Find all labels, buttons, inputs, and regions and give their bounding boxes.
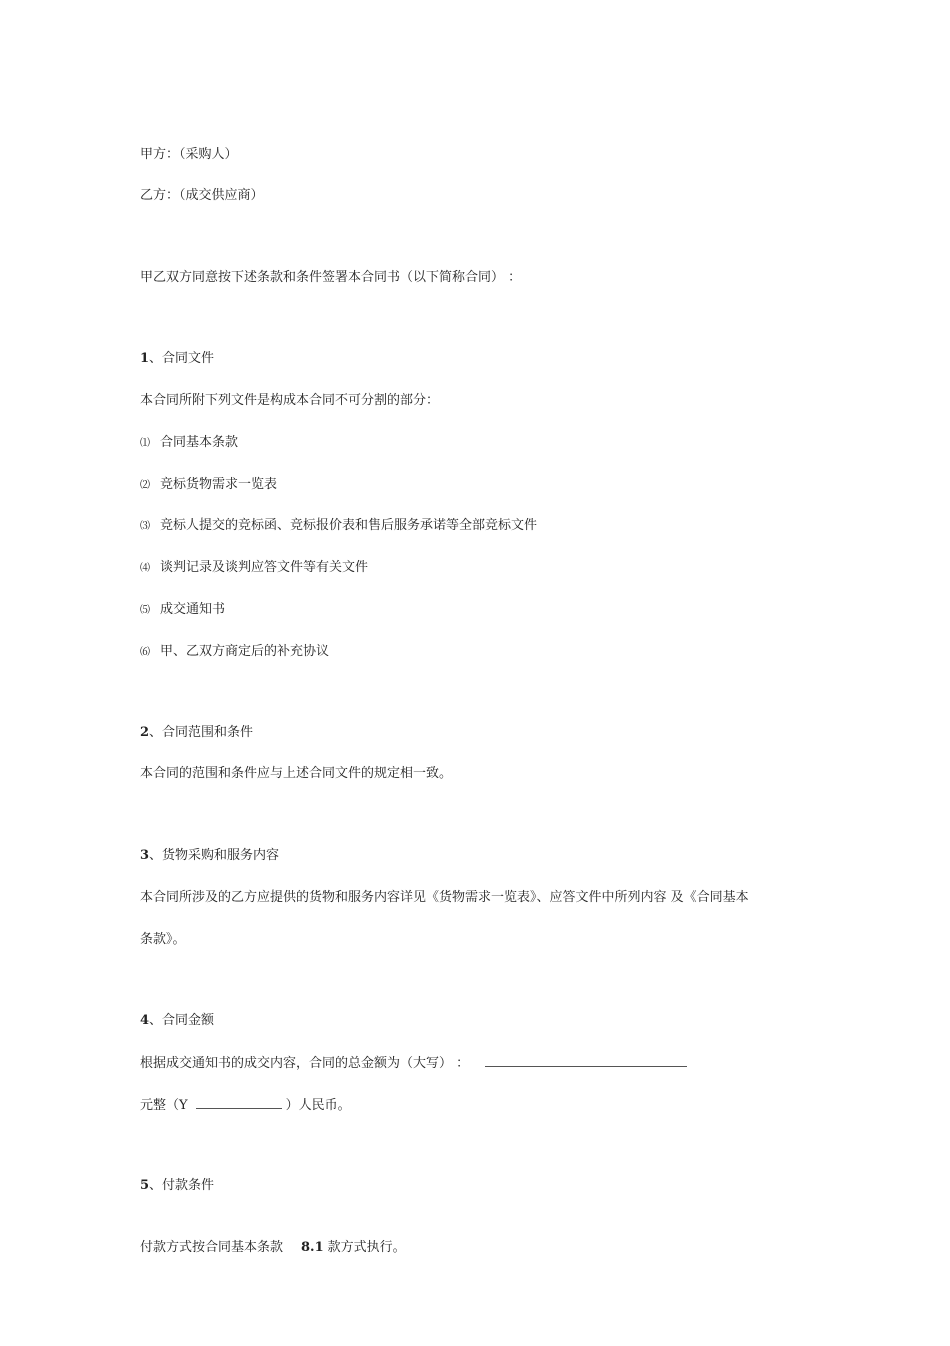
section-2-heading — [140, 725, 253, 741]
section-1-number: 1 — [140, 351, 150, 366]
section-4-number: 4 — [140, 1013, 150, 1028]
list-item-text: 谈判记录及谈判应答文件等有关文件 — [160, 560, 369, 575]
section-1-intro: 本合同所附下列文件是构成本合同不可分割的部分： — [140, 393, 440, 408]
list-item-text: 成交通知书 — [160, 602, 226, 617]
section-5-body — [140, 1240, 406, 1256]
yuan-suffix: ）人民币。 — [285, 1098, 351, 1113]
section-5-heading — [140, 1178, 214, 1194]
section-3-body-line-2: 条款》。 — [140, 932, 186, 947]
list-item — [140, 477, 277, 494]
section-3-heading — [140, 848, 279, 864]
payment-text-suffix: 款方式执行。 — [327, 1240, 406, 1255]
list-item-number: ⑹ — [140, 647, 150, 658]
section-1-title: 、合同文件 — [149, 351, 215, 366]
party-a-line: 甲方：（采购人） — [140, 147, 238, 162]
list-item-number: ⑶ — [140, 521, 150, 532]
payment-clause-number: 8.1 — [301, 1240, 324, 1255]
amount-words-blank — [485, 1054, 687, 1067]
list-item-text: 竞标人提交的竞标函、竞标报价表和售后服务承诺等全部竞标文件 — [160, 518, 538, 533]
section-3-title: 、货物采购和服务内容 — [149, 848, 280, 863]
amount-figure-line — [140, 1096, 351, 1114]
party-b-line: 乙方：（成交供应商） — [140, 188, 264, 203]
amount-figure-blank — [196, 1096, 282, 1109]
section-4-title: 、合同金额 — [149, 1013, 215, 1028]
payment-text-prefix: 付款方式按合同基本条款 — [140, 1240, 284, 1255]
list-item-text: 竞标货物需求一览表 — [160, 477, 278, 492]
section-2-title: 、合同范围和条件 — [149, 725, 254, 740]
list-item — [140, 435, 238, 452]
section-2-number: 2 — [140, 725, 150, 740]
section-5-title: 、付款条件 — [149, 1178, 215, 1193]
section-5-number: 5 — [140, 1178, 150, 1193]
section-1-heading — [140, 351, 214, 367]
preamble: 甲乙双方同意按下述条款和条件签署本合同书（以下简称合同） ： — [140, 270, 522, 285]
list-item — [140, 560, 368, 577]
list-item-number: ⑴ — [140, 438, 150, 449]
list-item-number: ⑸ — [140, 605, 150, 616]
section-2-body: 本合同的范围和条件应与上述合同文件的规定相一致。 — [140, 766, 453, 781]
list-item-text: 合同基本条款 — [160, 435, 239, 450]
amount-line — [140, 1054, 687, 1072]
list-item — [140, 602, 225, 619]
section-3-body-line-1: 本合同所涉及的乙方应提供的货物和服务内容详见《货物需求一览表》、应答文件中所列内容 及《合同基本 — [140, 890, 749, 905]
section-3-number: 3 — [140, 848, 150, 863]
list-item — [140, 644, 329, 661]
list-item-number: ⑵ — [140, 480, 150, 491]
yuan-prefix: 元整（Y — [140, 1098, 188, 1113]
list-item — [140, 518, 537, 535]
list-item-number: ⑷ — [140, 563, 150, 574]
amount-label: 根据成交通知书的成交内容，合同的总金额为（大写） ： — [140, 1056, 470, 1071]
section-4-heading — [140, 1013, 214, 1029]
list-item-text: 甲、乙双方商定后的补充协议 — [160, 644, 330, 659]
